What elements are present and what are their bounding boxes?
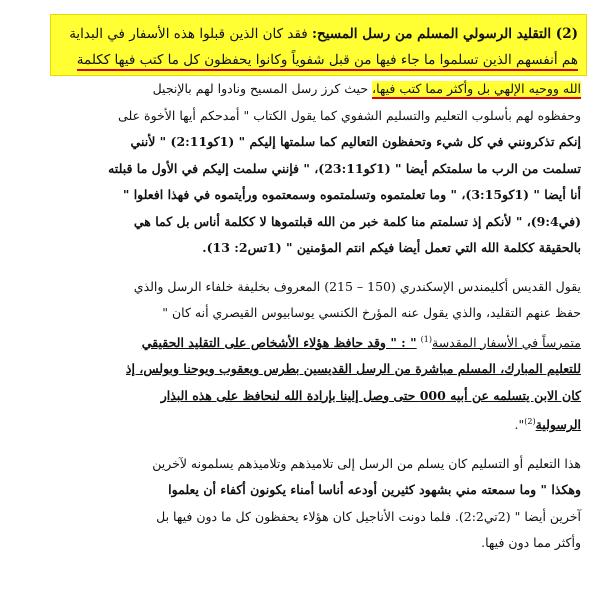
- p1-line-4: وحفظوه لهم بأسلوب التعليم والتسليم الشفوي كما يقول الكتاب " أمدحكم أيها الأخوة على: [118, 107, 581, 123]
- highlight-text-1: فقد كان الذين قبلوا هذه الأسفار في البداية: [69, 26, 308, 42]
- p1-line-8: (في9:4)، " لأنكم إذ تسلمتم منا كلمة خبر من الله قبلتموها لا ككلمة أناس بل كما هي: [133, 213, 581, 229]
- highlight-text-2: هم أنفسهم الذين تسلموا ما جاء فيها من قبل شفوياً وكانوا يحفظون كل ما كتب فيها ككلمة: [77, 52, 578, 71]
- p1-line-3-tail: حيث كرز رسل المسيح ونادوا لهم بالإنجيل: [152, 81, 369, 96]
- highlight-text-3: الله ووحيه الإلهي بل وأكثر مما كتب فيها،: [372, 81, 581, 99]
- highlight-line-1: [59, 21, 578, 47]
- footnote-ref-2[interactable]: (2): [524, 417, 536, 427]
- section-heading: (2) التقليد الرسولي المسلم من رسل المسيح:: [312, 26, 578, 42]
- p2-line-4: للتعليم المبارك، المسلم مباشرة من الرسل القديسين بطرس ويعقوب ويوحنا وبولس، إذ: [125, 361, 581, 377]
- p1-line-5: إنكم تذكرونني في كل شيء وتحفظون التعاليم كما سلمتها إليكم " (1كو2:11) " لأنني: [130, 134, 581, 149]
- paragraph-1: [40, 76, 581, 262]
- paragraph-3: [40, 451, 581, 557]
- p3-line-3: آخرين أيضا " (2تي2:2). فلما دونت الأناجيل كان هؤلاء يحفظون كل ما دون فيها بل: [156, 508, 581, 524]
- footnote-ref-1[interactable]: (1): [420, 334, 432, 344]
- paragraph-2: [40, 274, 581, 439]
- highlight-line-2: [59, 47, 578, 73]
- p2-line-6-end: ".: [514, 417, 525, 433]
- p1-line-7: أنا أيضا " (1كو3:15)، " وما تعلمتموه وتسلمتموه وسمعتموه ورأيتموه في فهذا افعلوا ": [122, 187, 581, 202]
- p2-line-3-underlined: متمرساً في الأسفار المقدسة: [432, 334, 581, 350]
- p1-line-9: بالحقيقة ككلمة الله التي تعمل أيضا فيكم انتم المؤمنين " (1تس2: 13).: [202, 240, 581, 255]
- p2-line-3-rest: " : " وقد حافظ هؤلاء الأشخاص على التقليد الحقيقي: [141, 334, 417, 350]
- p2-line-6: [40, 409, 581, 439]
- p3-line-4: وأكثر مما دون فيها.: [481, 535, 581, 551]
- p2-line-6-text: الرسولية: [535, 417, 581, 433]
- highlighted-passage: [50, 14, 587, 76]
- p1-line-3: [40, 76, 581, 103]
- p2-line-2: حفظ عنهم التقليد، والذي يقول عنه المؤرخ الكنسي يوسابيوس القيصري أنه كان ": [162, 305, 581, 320]
- p3-line-1: هذا التعليم أو التسليم كان يسلم من الرسل إلى تلاميذهم وتلاميذهم يسلمونه لآخرين: [152, 455, 581, 471]
- p2-line-1: يقول القديس أكليمندس الإسكندري (150 – 215) المعروف بخليفة خلفاء الرسل والذي: [133, 278, 581, 294]
- p2-line-3: [40, 327, 581, 357]
- p1-line-6: تسلمت من الرب ما سلمتكم أيضا " (1كو23:11)، " فإنني سلمت إليكم في الأول ما قبلته: [108, 160, 581, 176]
- p3-line-2: وهكذا " وما سمعته مني بشهود كثيرين أودعه أناسا أمناء يكونون أكفاء أن يعلموا: [168, 482, 581, 498]
- p2-line-5: كان الابن يتسلمه عن أبيه 000 حتى وصل إلينا بإرادة الله لنحافظ على هذه البذار: [160, 387, 581, 403]
